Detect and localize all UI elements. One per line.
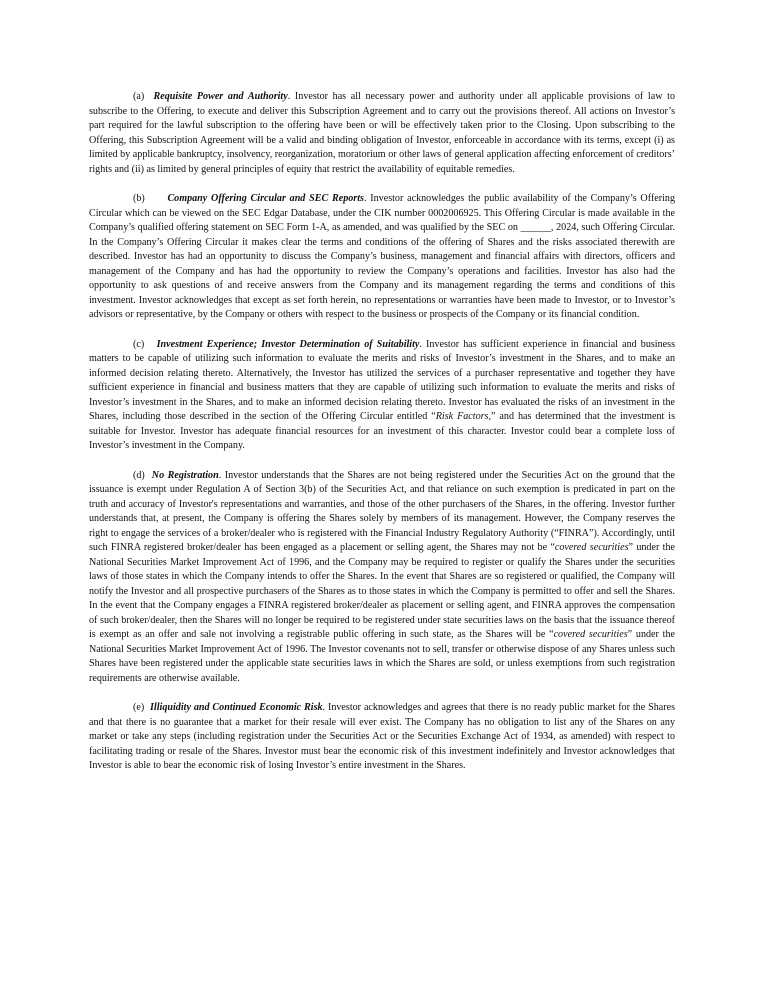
paragraph-heading: No Registration	[151, 469, 219, 481]
paragraph-text: Investor understands that the Shares are not being registered under the Securities Act on the ground that the issuance is exempt under Regulation A of Section 3(b) of the Securities Act, and that reliance on such exemption is predicated in part on the truth and accuracy of Investor's representations and warranties, and those of the other purchasers of the Shares, in the offering. Investor further understands that, at present, the Company is offering the Shares solely by members of its management. However, the Company reserves the right to engage the services of a broker/dealer who is registered with the Financial Industry Regulatory Authority (“FINRA”). Accordingly, until such FINRA registered broker/dealer has been engaged as a placement or selling agent, the Shares may not be “	[89, 469, 676, 553]
paragraph-heading: Illiquidity and Continued Economic Risk	[150, 702, 323, 713]
paragraph-b: (b) Company Offering Circular and SEC Reports. Investor acknowledges the public availability of the Company’s Offering Circular which can be viewed on the SEC Edgar Database, under the CIK number 0002006925. This Offering Circular is made available in the Company’s qualified offering statement on SEC Form 1-A, as amended, and was qualified by the SEC on ______, 2024, such Offering Circular. In the Company’s Offering Circular it makes clear the terms and conditions of the offering of Shares and the risks associated therewith are described. Investor has had an opportunity to discuss the Company’s business, management and financial affairs with directors, officers and management of the Company and has had the opportunity to review the Company’s operations and facilities. Investor has also had the opportunity to ask questions of and receive answers from the Company and its management regarding the terms and conditions of this investment. Investor acknowledges that except as set forth herein, no representations or warranties have been made to Investor, or to Investor’s advisors or representative, by the Company or others with respect to the business or prospects of the Company or its financial condition.	[89, 193, 675, 320]
paragraph-text: Investor has all necessary power and authority under all applicable provisions of law to subscribe to the Offering, to execute and deliver this Subscription Agreement and to carry out the provisions thereof. All actions on Investor’s part required for the lawful subscription to the offering have been or will be effectively taken prior to the Closing. Upon subscribing to the Offering, this Subscription Agreement will be a valid and binding obligation of Investor, enforceable in accordance with its terms, except (i) as limited by applicable bankruptcy, insolvency, reorganization, moratorium or other laws of general application affecting enforcement of creditors’ rights and (ii) as limited by general principles of equity that restrict the availability of equitable remedies.	[89, 91, 676, 175]
paragraph-text: Investor acknowledges the public availability of the Company’s Offering Circular which can be viewed on the SEC Edgar Database, under the CIK number 0002006925. This Offering Circular is made available in the Company’s qualified offering statement on SEC Form 1-A, as amended, and was qualified by the SEC on ______, 2024, such Offering Circular. In the Company’s Offering Circular it makes clear the terms and conditions of the offering of Shares and the risks associated therewith are described. Investor has had an opportunity to discuss the Company’s business, management and financial affairs with directors, officers and management of the Company and has had the opportunity to review the Company’s operations and facilities. Investor has also had the opportunity to ask questions of and receive answers from the Company and its management regarding the terms and conditions of this investment. Investor acknowledges that except as set forth herein, no representations or warranties have been made to Investor, or to Investor’s advisors or representative, by the Company or others with respect to the business or prospects of the Company or its financial condition.	[89, 193, 675, 320]
paragraph-heading: Investment Experience; Investor Determination of Suitability	[156, 338, 420, 350]
paragraph-label: (e)	[133, 702, 145, 713]
paragraph-label: (a)	[133, 91, 145, 102]
italic-term: covered securities	[553, 629, 628, 640]
paragraph-text: Investor has sufficient experience in financial and business matters to be capable of utilizing such information to evaluate the merits and risks of Investor’s investment in the Shares, and to make an informed decision relating thereto. Alternatively, the Investor has utilized the services of a purchaser representative and together they have sufficient experience in financial and business matters that they are capable of utilizing such information to evaluate the merits and risks of Investor’s investment in the Shares, and to make an informed decision relating thereto. Investor has evaluated the risks of an investment in the Shares, including those described in the section of the Offering Circular entitled “	[89, 338, 675, 422]
paragraph-text: ” under the National Securities Market Improvement Act of 1996, and the Company may be required to register or qualify the Shares under the securities laws of those states in which the Company intends to offer the Shares. In the event that Shares are so registered or qualified, the Company will notify the Investor and all prospective purchasers of the Shares as to those states in which the Company is permitted to offer and sell the Shares. In the event that the Company engages a FINRA registered broker/dealer as placement or selling agent, and FINRA approves the compensation of such broker/dealer, then the Shares will no longer be required to be registered under state securities laws on the basis that the issuance thereof is exempt as an offer and sale not involving a registrable public offering in such state, as the Shares will be “	[89, 542, 675, 640]
document-page	[89, 90, 675, 789]
paragraph-text: ” under the National Securities Market Improvement Act of 1996. The Investor covenants not to sell, transfer or otherwise dispose of any Shares unless such Shares have been registered under the applicable state securities laws in which the Shares are sold, or unless exemptions from such registration requirements are otherwise available.	[89, 629, 675, 684]
italic-term: Risk Factors	[435, 411, 489, 422]
paragraph-text: ,” and has determined that the investment is suitable for Investor. Investor has adequate financial resources for an investment of this character. Investor could bear a complete loss of Investor’s investment in the Company.	[89, 411, 676, 451]
paragraph-a: (a) Requisite Power and Authority. Investor has all necessary power and authority under all applicable provisions of law to subscribe to the Offering, to execute and deliver this Subscription Agreement and to carry out the provisions thereof. All actions on Investor’s part required for the lawful subscription to the offering have been or will be effectively taken prior to the Closing. Upon subscribing to the Offering, this Subscription Agreement will be a valid and binding obligation of Investor, enforceable in accordance with its terms, except (i) as limited by applicable bankruptcy, insolvency, reorganization, moratorium or other laws of general application affecting enforcement of creditors’ rights and (ii) as limited by general principles of equity that restrict the availability of equitable remedies.	[89, 91, 676, 175]
paragraph-d: (d) No Registration. Investor understands that the Shares are not being registered under the Securities Act on the ground that the issuance is exempt under Regulation A of Section 3(b) of the Securities Act, and that reliance on such exemption is predicated in part on the truth and accuracy of Investor's representations and warranties, and those of the other purchasers of the Shares, in the offering. Investor further understands that, at present, the Company is offering the Shares solely by members of its management. However, the Company reserves the right to engage the services of a broker/dealer who is registered with the Financial Industry Regulatory Authority (“FINRA”). Accordingly, until such FINRA registered broker/dealer has been engaged as a placement or selling agent, the Shares may not be “covered securities” under the National Securities Market Improvement Act of 1996, and the Company may be required to register or qualify the Shares under the securities laws of those states in which the Company intends to offer the Shares. In the event that Shares are so registered or qualified, the Company will notify the Investor and all prospective purchasers of the Shares as to those states in which the Company is permitted to offer and sell the Shares. In the event that the Company engages a FINRA registered broker/dealer as placement or selling agent, and FINRA approves the compensation of such broker/dealer, then the Shares will no longer be required to be registered under state securities laws on the basis that the issuance thereof is exempt as an offer and sale not involving a registrable public offering in such state, as the Shares will be “covered securities” under the National Securities Market Improvement Act of 1996. The Investor covenants not to sell, transfer or otherwise dispose of any Shares unless such Shares have been registered under the applicable state securities laws in which the Shares are sold, or unless exemptions from such registration requirements are otherwise available.	[89, 469, 676, 684]
paragraph-label: (b)	[133, 193, 145, 204]
paragraph-heading: Requisite Power and Authority	[153, 91, 288, 102]
paragraph-heading: Company Offering Circular and SEC Reports	[167, 193, 364, 204]
paragraph-e: (e) Illiquidity and Continued Economic Risk. Investor acknowledges and agrees that there is no ready public market for the Shares and that there is no guarantee that a market for their resale will ever exist. The Company has no obligation to list any of the Shares on any market or take any steps (including registration under the Securities Act or the Securities Exchange Act of 1934, as amended) with respect to facilitating trading or resale of the Shares. Investor must bear the economic risk of this investment indefinitely and Investor acknowledges that Investor is able to bear the economic risk of losing Investor’s entire investment in the Shares.	[89, 702, 675, 771]
paragraph-label: (d)	[133, 469, 145, 481]
paragraph-c: (c) Investment Experience; Investor Determination of Suitability. Investor has sufficient experience in financial and business matters to be capable of utilizing such information to evaluate the merits and risks of Investor’s investment in the Shares, and to make an informed decision relating thereto. Alternatively, the Investor has utilized the services of a purchaser representative and together they have sufficient experience in financial and business matters that they are capable of utilizing such information to evaluate the merits and risks of Investor’s investment in the Shares, and to make an informed decision relating thereto. Investor has evaluated the risks of an investment in the Shares, including those described in the section of the Offering Circular entitled “Risk Factors,” and has determined that the investment is suitable for Investor. Investor has adequate financial resources for an investment of this character. Investor could bear a complete loss of Investor’s investment in the Company.	[89, 338, 676, 451]
paragraph-label: (c)	[133, 338, 145, 350]
italic-term: covered securities	[554, 542, 629, 553]
paragraph-text: Investor acknowledges and agrees that there is no ready public market for the Shares and that there is no guarantee that a market for their resale will ever exist. The Company has no obligation to list any of the Shares on any market or take any steps (including registration under the Securities Act or the Securities Exchange Act of 1934, as amended) with respect to facilitating trading or resale of the Shares. Investor must bear the economic risk of this investment indefinitely and Investor acknowledges that Investor is able to bear the economic risk of losing Investor’s entire investment in the Shares.	[89, 702, 675, 771]
